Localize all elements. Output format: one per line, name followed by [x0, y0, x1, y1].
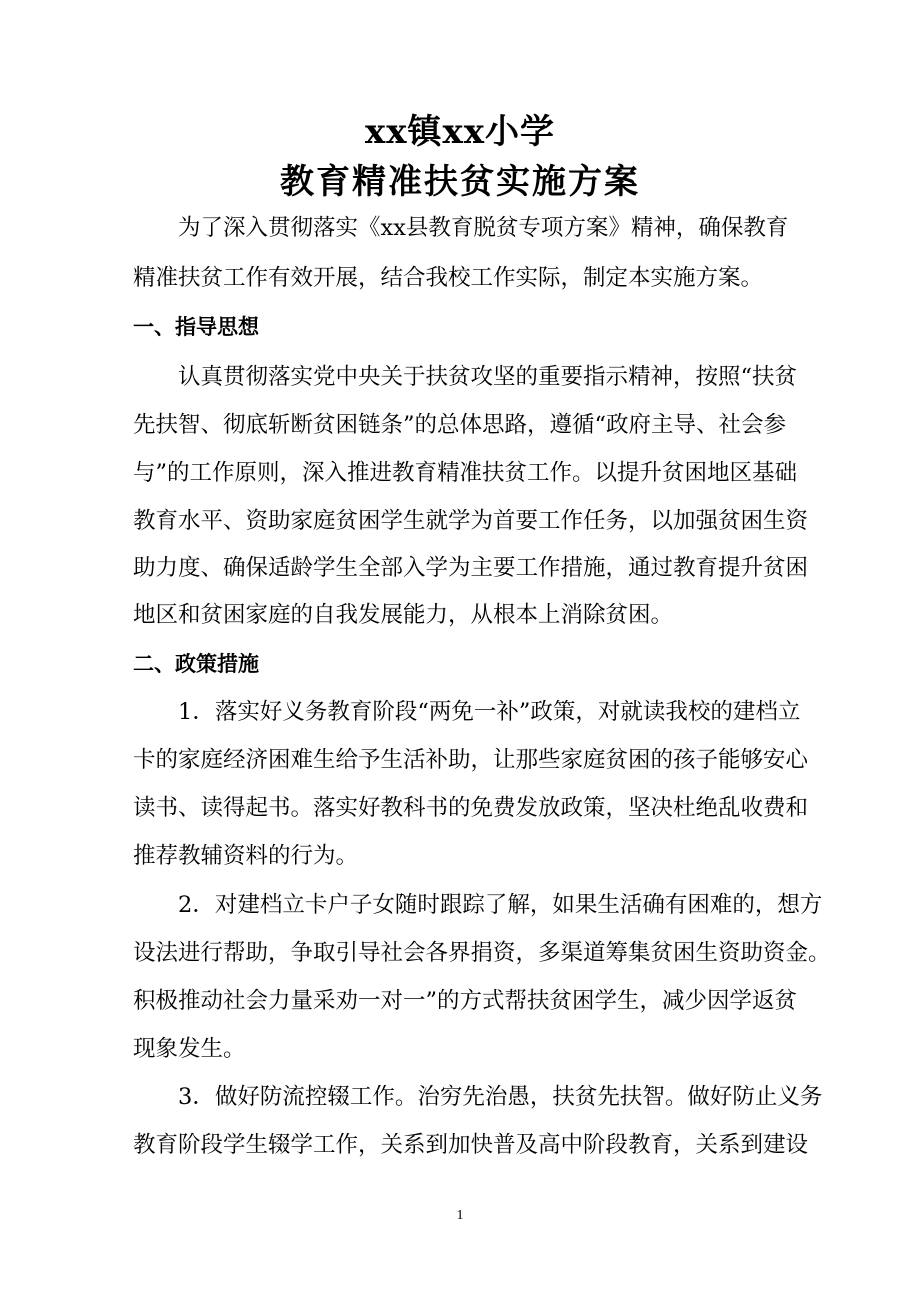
intro-line: 为了深入贯彻落实《xx县教育脱贫专项方案》精神，确保教育 [178, 215, 789, 241]
paragraph-line: 助力度、确保适龄学生全部入学为主要工作措施，通过教育提升贫困 [133, 555, 809, 581]
policy-item-3-line: 教育阶段学生辍学工作，关系到加快普及高中阶段教育，关系到建设 [133, 1132, 809, 1158]
policy-item-1-line: 1．落实好义务教育阶段“两免一补”政策，对就读我校的建档立 [178, 699, 801, 725]
page-number: 1 [456, 1208, 464, 1223]
policy-item-2-line: 积极推动社会力量采劝一对一”的方式帮扶贫困学生，减少因学返贫 [133, 988, 798, 1014]
paragraph-line: 地区和贫困家庭的自我发展能力，从根本上消除贫困。 [133, 602, 674, 628]
paragraph-line: 与”的工作原则，深入推进教育精准扶贫工作。以提升贫困地区基础 [133, 460, 798, 486]
policy-item-1-line: 推荐教辅资料的行为。 [133, 843, 359, 869]
policy-item-2-line: 2．对建档立卡户子女随时跟踪了解，如果生活确有困难的，想方 [178, 892, 823, 918]
paragraph-line: 先扶智、彻底斩断贫困链条”的总体思路，遵循“政府主导、社会参 [133, 412, 787, 438]
document-title-school: xx镇xx小学 [364, 112, 556, 152]
policy-item-3-line: 3．做好防流控辍工作。治穷先治愚，扶贫先扶智。做好防止义务 [178, 1084, 823, 1110]
document-title-main: 教育精准扶贫实施方案 [280, 162, 640, 202]
policy-item-1-line: 读书、读得起书。落实好教科书的免费发放政策，坚决杜绝乱收费和 [133, 795, 809, 821]
policy-item-2-line: 现象发生。 [133, 1036, 246, 1062]
policy-item-2-line: 设法进行帮助，争取引导社会各界捐资，多渠道筹集贫困生资助资金。 [133, 940, 831, 966]
paragraph-line: 教育水平、资助家庭贫困学生就学为首要工作任务，以加强贫困生资 [133, 508, 809, 534]
intro-line: 精准扶贫工作有效开展，结合我校工作实际，制定本实施方案。 [133, 265, 764, 291]
paragraph-line: 认真贯彻落实党中央关于扶贫攻坚的重要指示精神，按照“扶贫 [178, 364, 798, 390]
section-heading-policy-measures: 二、政策措施 [133, 652, 259, 676]
policy-item-1-line: 卡的家庭经济困难生给予生活补助，让那些家庭贫困的孩子能够安心 [133, 747, 809, 773]
section-heading-guiding-thought: 一、指导思想 [133, 315, 259, 339]
